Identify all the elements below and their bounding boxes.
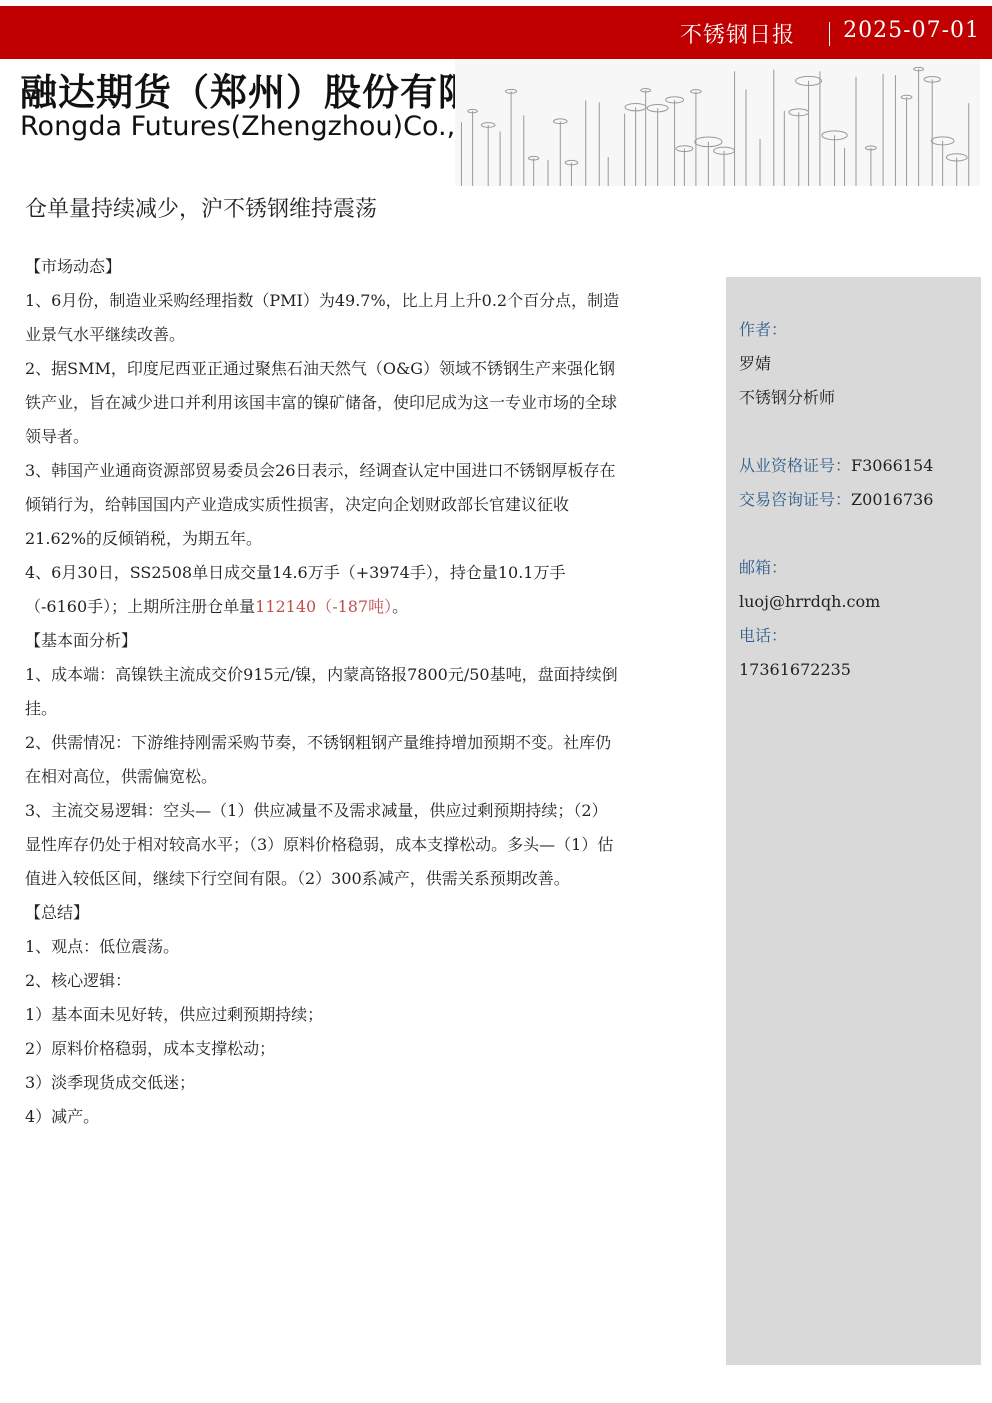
header-separator bbox=[829, 22, 830, 46]
market-item: 3、韩国产业通商资源部贸易委员会26日表示，经调查认定中国进口不锈钢厚板存在倾销行为，给韩国国内产业造成实质性损害，决定向企划财政部长官建议征收21.62%的反倾销税，为期五年。 bbox=[25, 461, 616, 548]
author-sidebar bbox=[726, 277, 981, 1365]
consulting-label: 交易咨询证号： bbox=[739, 490, 852, 509]
summary-item: 3）淡季现货成交低迷； bbox=[25, 1073, 196, 1092]
author-name: 罗婧 bbox=[739, 354, 772, 373]
summary-item: 2、核心逻辑： bbox=[25, 971, 132, 990]
decorative-banner-graphic bbox=[455, 59, 980, 186]
report-headline: 仓单量持续减少，沪不锈钢维持震荡 bbox=[25, 197, 378, 222]
report-date: 2025-07-01 bbox=[843, 18, 980, 43]
market-item-text: 4、6月30日，SS2508单日成交量14.6万手（+3974手），持仓量10.1万手（-6160手）；上期所注册仓单量 bbox=[25, 563, 566, 616]
email-address[interactable]: luoj@hrrdqh.com bbox=[739, 592, 881, 611]
section-heading-summary: 【总结】 bbox=[25, 903, 90, 922]
market-item: 2、据SMM，印度尼西亚正通过聚焦石油天然气（O&G）领域不锈钢生产来强化钢铁产业，旨在减少进口并利用该国丰富的镍矿储备，使印尼成为这一专业市场的全球领导者。 bbox=[25, 359, 618, 446]
header-bar bbox=[0, 6, 992, 59]
summary-item: 4）减产。 bbox=[25, 1107, 100, 1126]
author-label: 作者： bbox=[739, 320, 788, 339]
fundamental-item: 2、供需情况：下游维持刚需采购节奏，不锈钢粗钢产量维持增加预期不变。社库仍在相对高位，供需偏宽松。 bbox=[25, 733, 612, 786]
fundamental-item: 1、成本端：高镍铁主流成交价915元/镍，内蒙高铬报7800元/50基吨，盘面持续倒挂。 bbox=[25, 665, 618, 718]
summary-item: 1、观点：低位震荡。 bbox=[25, 937, 180, 956]
phone-label: 电话： bbox=[739, 626, 788, 645]
phone-number: 17361672235 bbox=[739, 660, 851, 679]
report-type: 不锈钢日报 bbox=[679, 23, 795, 48]
qualification-label: 从业资格证号： bbox=[739, 456, 852, 475]
email-label: 邮箱： bbox=[739, 558, 788, 577]
summary-item: 2）原料价格稳弱，成本支撑松动； bbox=[25, 1039, 276, 1058]
author-title: 不锈钢分析师 bbox=[739, 388, 836, 407]
market-item bbox=[25, 556, 620, 624]
section-heading-fundamental: 【基本面分析】 bbox=[25, 631, 138, 650]
company-name-cn: 融达期货（郑州）股份有限公司 bbox=[20, 71, 552, 114]
market-item-suffix: 。 bbox=[392, 597, 409, 616]
consulting-number: Z0016736 bbox=[851, 490, 934, 509]
qualification-number: F3066154 bbox=[851, 456, 934, 475]
fundamental-item: 3、主流交易逻辑：空头—（1）供应减量不及需求减量，供应过剩预期持续；（2）显性库存仍处于相对较高水平；（3）原料价格稳弱，成本支撑松动。多头—（1）估值进入较低区间，继续下行空间有限。（2）300系减产，供需关系预期改善。 bbox=[25, 801, 614, 888]
company-name-en: Rongda Futures(Zhengzhou)Co.,Ltd. bbox=[20, 111, 507, 142]
market-item: 1、6月份，制造业采购经理指数（PMI）为49.7%，比上月上升0.2个百分点，制造业景气水平继续改善。 bbox=[25, 291, 620, 344]
summary-item: 1）基本面未见好转，供应过剩预期持续； bbox=[25, 1005, 324, 1024]
section-heading-market: 【市场动态】 bbox=[25, 257, 122, 276]
warehouse-receipt-highlight: 112140（-187吨） bbox=[255, 597, 393, 616]
report-body bbox=[25, 250, 620, 1134]
